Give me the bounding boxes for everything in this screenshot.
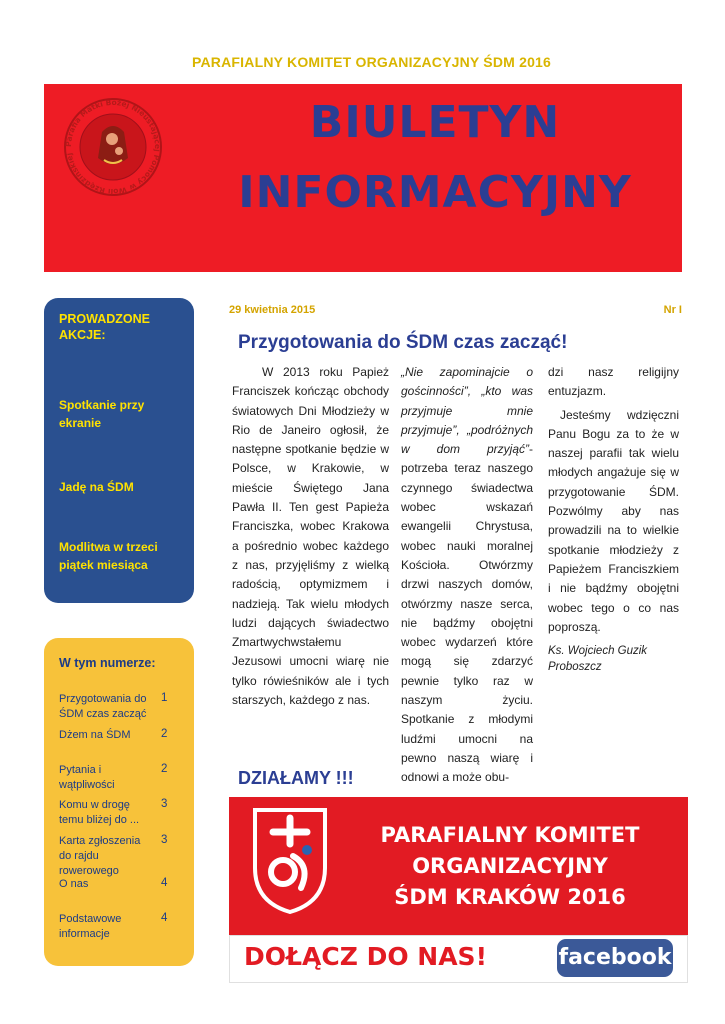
seal-text: Parafia Matki Bożej Nieustającej Pomocy w Woli Rzędzińskiej	[63, 97, 163, 197]
signature-role: Proboszcz	[548, 661, 602, 674]
action-item[interactable]: Modlitwa w trzeci piątek miesiąca	[59, 540, 158, 572]
toc-item-page: 2	[161, 763, 168, 775]
actions-title: PROWADZONE AKCJE:	[59, 312, 150, 342]
toc-item-label[interactable]: Przygotowania do ŚDM czas zacząć	[59, 693, 147, 720]
signature-name: Ks. Wojciech Guzik	[548, 645, 648, 658]
article-column-1	[232, 363, 389, 710]
facebook-logo[interactable]: facebook	[557, 939, 673, 977]
article-column-2	[401, 363, 533, 788]
committee-header: PARAFIALNY KOMITET ORGANIZACYJNY ŚDM 2016	[192, 54, 552, 70]
parish-seal-logo	[62, 96, 164, 198]
toc-item-page: 4	[161, 877, 168, 889]
promo-heading	[350, 820, 670, 913]
wyd-logo	[249, 804, 331, 914]
newsletter-title	[200, 96, 670, 220]
toc-item-page: 3	[161, 798, 168, 810]
promo-line-3: ŚDM KRAKÓW 2016	[394, 885, 626, 909]
article-text: Jesteśmy wdzięczni Panu Bogu za to że w naszej parafii tak wielu młodych angażuje się w przygotowanie ŚDM. Pozwólmy aby nas prowadzili na to wielkie spotkanie młodzieży z Papieżem Franciszkiem i nie bądźmy obojętni wobec tego o co nas poproszą.	[548, 407, 679, 634]
toc-item-label[interactable]: O nas	[59, 878, 89, 890]
title-line-1: BIULETYN	[309, 97, 561, 148]
toc-item-label[interactable]: Podstawowe informacje	[59, 913, 122, 940]
toc-item-page: 1	[161, 692, 168, 704]
toc-item-label[interactable]: Komu w drogę temu bliżej do ...	[59, 799, 140, 826]
toc-item-label[interactable]: Pytania i wątpliwości	[59, 764, 115, 791]
promo-line-2: ORGANIZACYJNY	[412, 854, 608, 878]
action-item[interactable]: Jadę na ŚDM	[59, 480, 134, 494]
article-text: - potrzeba teraz naszego czynnego świadectwa wobec wskazań ewangelii Chrystusa, wobec nauki moralnej Kościoła. Otwórzmy drzwi naszych domów, otwórzmy nasze serca, nie bądźmy obojętni wobec wydarzeń które mogą się zdarzyć pewnie tylko raz w naszym życiu. Spotkanie z młodymi ludźmi umocni na pewno naszą wiarę i odnowi a może obu-	[401, 442, 533, 785]
issue-number: Nr I	[663, 304, 682, 316]
issue-date: 29 kwietnia 2015	[229, 304, 316, 316]
toc-item-page: 2	[161, 728, 168, 740]
join-us-text[interactable]: DOŁĄCZ DO NAS!	[244, 942, 487, 971]
article-text: dzi nasz religijny entuzjazm.	[548, 365, 679, 399]
section-title: DZIAŁAMY !!!	[238, 768, 354, 788]
toc-item-page: 3	[161, 834, 168, 846]
title-line-2: INFORMACYJNY	[238, 167, 632, 218]
toc-item-label[interactable]: Karta zgłoszenia do rajdu rowerowego	[59, 835, 141, 877]
article-column-3	[548, 363, 679, 675]
article-title: Przygotowania do ŚDM czas zacząć!	[238, 332, 568, 353]
toc-item-page: 4	[161, 912, 168, 924]
toc-item-label[interactable]: Dżem na ŚDM	[59, 729, 131, 741]
promo-line-1: PARAFIALNY KOMITET	[380, 823, 640, 847]
article-quote: „Nie zapominajcie o gościnności”, „kto was przyjmuje mnie przyjmuje”, „podróżnych w dom przyjąć”	[401, 365, 533, 457]
action-item[interactable]: Spotkanie przy ekranie	[59, 398, 145, 430]
toc-title: W tym numerze:	[59, 656, 156, 670]
article-text: W 2013 roku Papież Franciszek kończąc obchody światowych Dni Młodzieży w Rio de Janeiro ogłosił, że następne spotkanie będzie w Polsce, w Krakowie, w mieście Świętego Jana Pawła II. Ten gest Papieża Franciszka, wobec Krakowa a pośrednio wobec każdego z nas, przyjęliśmy z wielką radością, optymizmem i nadzieją. Tak wielu młodych ludzi dających świadectwo Zmartwychwstałemu Jezusowi umocni wiarę nie tylko rówieśników ale i tych starszych, każdego z nas.	[232, 365, 389, 708]
